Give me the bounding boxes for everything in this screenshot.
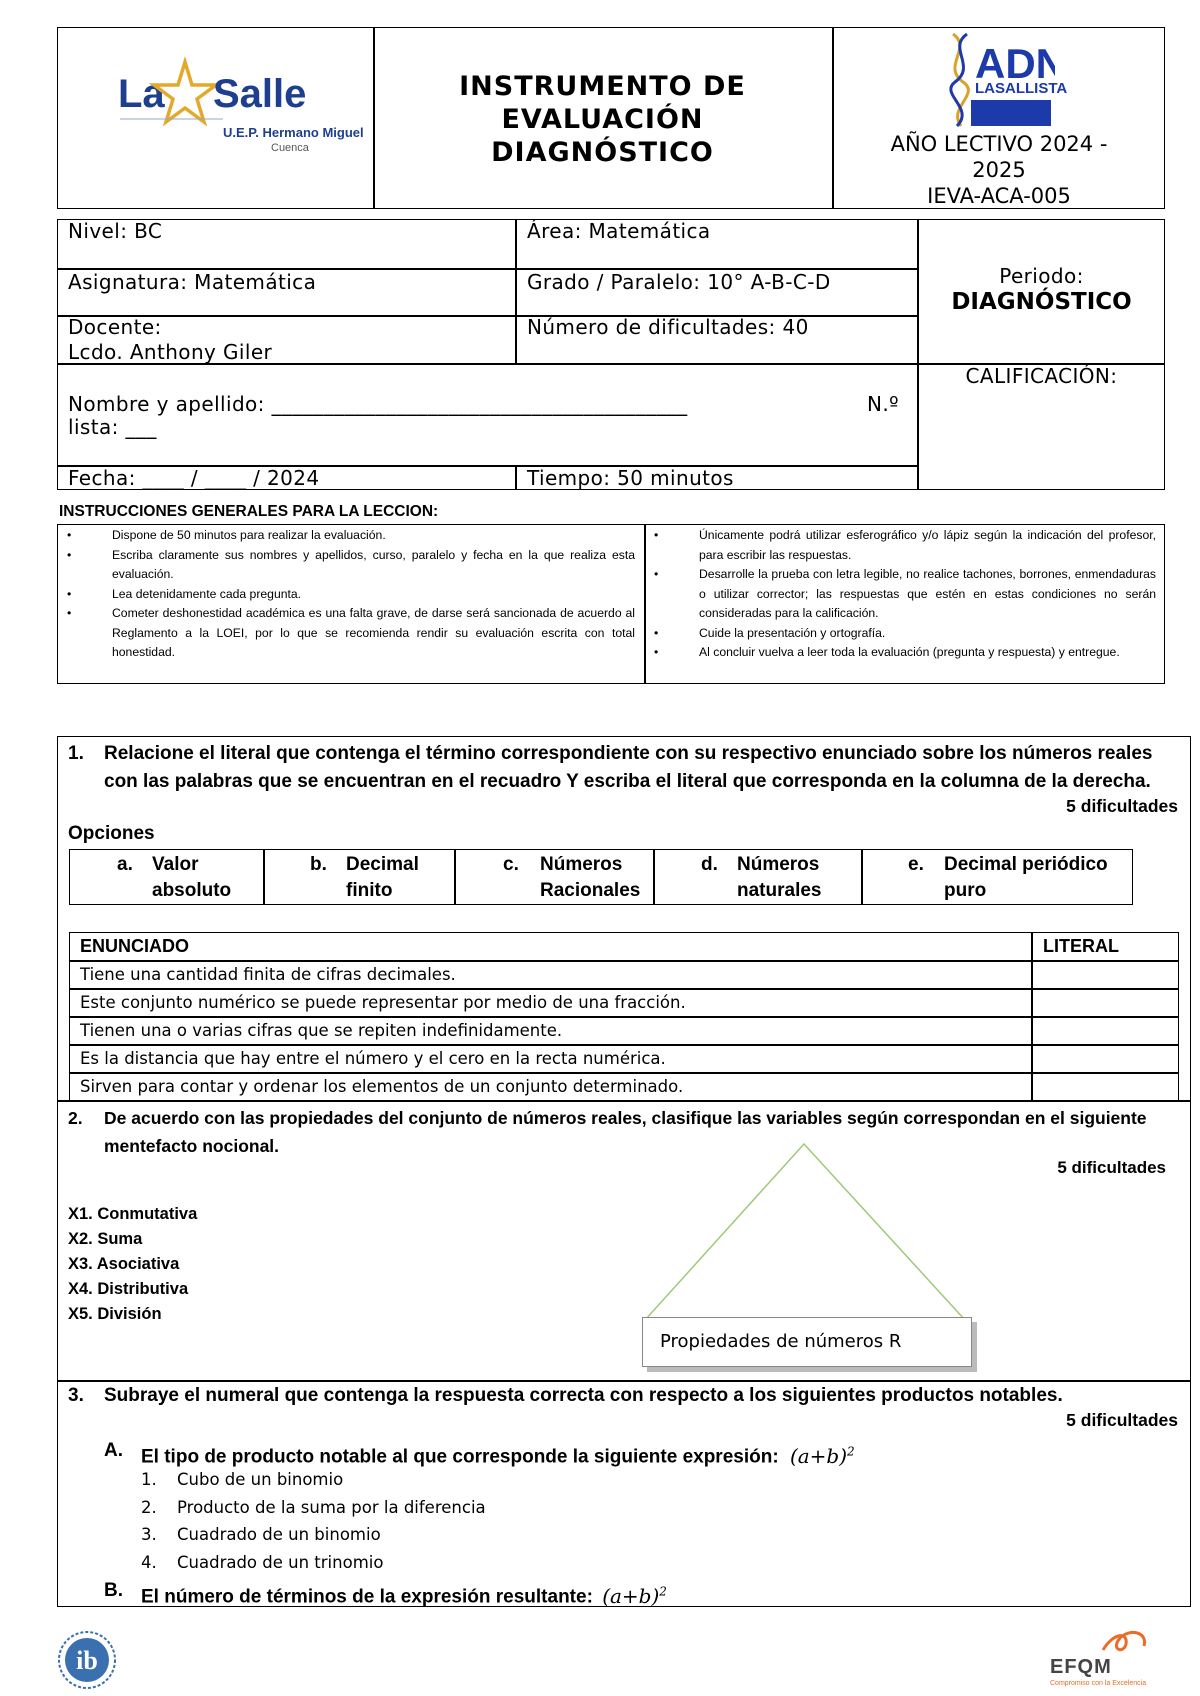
mentefacto-concept-label: Propiedades de números R — [660, 1331, 902, 1352]
expression-base: (a+b) — [789, 1443, 848, 1468]
options-divider-4 — [861, 849, 863, 905]
enunciado-row-line — [69, 1072, 1179, 1074]
enunciado-row-line — [69, 988, 1179, 990]
option-term-line: naturales — [737, 880, 822, 901]
q3-expression — [790, 1444, 855, 1468]
q3-part-b-text — [141, 1577, 667, 1612]
option-term-line: Decimal — [346, 854, 419, 875]
q3-answers — [141, 1466, 486, 1576]
document-code: IEVA-ACA-005 — [927, 184, 1071, 208]
q3-part-b-question: El número de términos de la expresión resultante: — [141, 1586, 593, 1608]
q1-q2-separator — [57, 1100, 1191, 1102]
school-year — [833, 131, 1165, 209]
enunciado-row: Este conjunto numérico se puede representar por medio de una fracción. — [80, 993, 686, 1012]
q3-part-a-question: El tipo de producto notable al que corresponde la siguiente expresión: — [141, 1446, 779, 1468]
option-term-line: Números — [737, 854, 820, 875]
q2-variables — [68, 1202, 197, 1327]
enunciado-row: Tiene una cantidad finita de cifras decimales. — [80, 965, 456, 984]
answer-option[interactable] — [141, 1521, 486, 1549]
answer-option[interactable] — [141, 1549, 486, 1577]
info-vline-1b — [515, 465, 517, 490]
answer-number: 2. — [141, 1497, 157, 1517]
enunciado-row-line — [69, 1016, 1179, 1018]
year-line-1: AÑO LECTIVO 2024 - — [890, 132, 1108, 156]
efqm-logo-text: EFQM — [1050, 1656, 1112, 1678]
option-term-line: Racionales — [540, 880, 641, 901]
answer-number: 1. — [141, 1470, 157, 1489]
instruction-item: • Dispone de 50 minutos para realizar la evaluación. — [59, 526, 635, 546]
periodo-value: DIAGNÓSTICO — [951, 289, 1132, 315]
instruction-item: • Cuide la presentación y ortografía. — [646, 624, 1156, 644]
periodo-label: Periodo: — [999, 264, 1084, 288]
instructions-heading: INSTRUCCIONES GENERALES PARA LA LECCION: — [59, 503, 439, 520]
lista-field[interactable]: lista: ___ — [68, 415, 157, 439]
tiempo-field: Tiempo: 50 minutos — [527, 466, 734, 490]
info-vline-2 — [917, 219, 919, 490]
answer-text: Producto de la suma por la diferencia — [177, 1497, 486, 1517]
docente-name: Lcdo. Anthony Giler — [68, 340, 273, 364]
svg-text:ADN: ADN — [975, 40, 1055, 87]
option-e — [908, 852, 1133, 904]
option-letter: c. — [503, 854, 519, 875]
ib-logo-text: ib — [76, 1646, 98, 1675]
q1-options-label: Opciones — [68, 823, 155, 844]
nivel-field: Nivel: BC — [68, 219, 163, 243]
answer-text: Cuadrado de un trinomio — [177, 1552, 384, 1572]
info-vline-1 — [515, 219, 517, 364]
enunciado-row-line — [69, 1044, 1179, 1046]
docente-label: Docente: — [68, 315, 162, 339]
option-letter: e. — [908, 854, 924, 875]
option-letter: b. — [310, 854, 327, 875]
instruction-item: • Únicamente podrá utilizar esferográfico y/o lápiz según la indicación del profesor, para escribir las respuestas. — [646, 526, 1156, 565]
instruction-item: • Al concluir vuelva a leer toda la evaluación (pregunta y respuesta) y entregue. — [646, 643, 1156, 663]
nro-lista-label: N.º — [867, 392, 899, 416]
instruction-item: • Cometer deshonestidad académica es una falta grave, de darse será sancionada de acuerdo al Reglamento a la LOEI, por lo que se recomienda rendir su evaluación escrita con total honestidad. — [59, 604, 635, 663]
q3-part-a-letter: A. — [104, 1440, 123, 1461]
instructions-left-list — [59, 526, 635, 663]
option-term-line: Valor — [152, 854, 199, 875]
literal-header: LITERAL — [1043, 936, 1119, 956]
lasalle-logo-unit: U.E.P. Hermano Miguel — [223, 125, 364, 140]
q3-expression — [602, 1584, 667, 1608]
instruction-item: • Desarrolle la prueba con letra legible, no realice tachones, borrones, enmendaduras o utilizar corrector; las respuestas que estén en estas condiciones no serán consideradas para la calificación. — [646, 565, 1156, 624]
svg-text:La: La — [118, 72, 165, 116]
enunciado-row: Sirven para contar y ordenar los elementos de un conjunto determinado. — [80, 1077, 684, 1096]
q2-number: 2. — [68, 1108, 83, 1128]
enunciado-row: Tienen una o varias cifras que se repiten indefinidamente. — [80, 1021, 563, 1040]
option-term-line: Números — [540, 854, 623, 875]
options-divider-1 — [263, 849, 265, 905]
q2-score: 5 dificultades — [1057, 1158, 1166, 1177]
option-d — [701, 852, 861, 904]
title-line-1: INSTRUMENTO DE — [459, 71, 746, 102]
nombre-field[interactable]: Nombre y apellido: ________________________________________ — [68, 392, 688, 416]
area-field: Área: Matemática — [527, 219, 711, 243]
mentefacto-triangle — [640, 1140, 970, 1322]
variable-item: X1. Conmutativa — [68, 1205, 198, 1223]
option-b — [310, 852, 454, 904]
enunciado-row: Es la distancia que hay entre el número y el cero en la recta numérica. — [80, 1049, 666, 1068]
expression-exponent: 2 — [847, 1444, 855, 1458]
answer-option[interactable] — [141, 1494, 486, 1522]
year-line-2: 2025 — [972, 158, 1026, 182]
expression-exponent: 2 — [659, 1584, 667, 1598]
option-term-line: Decimal periódico — [944, 854, 1108, 875]
instructions-right-list — [646, 526, 1156, 663]
calificacion-label: CALIFICACIÓN: — [965, 364, 1118, 388]
answer-number: 4. — [141, 1552, 157, 1572]
instruction-item: • Escriba claramente sus nombres y apellidos, curso, paralelo y fecha en la que realiza esta evaluación. — [59, 546, 635, 585]
efqm-logo — [1048, 1628, 1168, 1692]
document-title — [373, 70, 832, 169]
expression-base: (a+b) — [602, 1583, 660, 1608]
adn-logo-sub: LASALLISTA — [975, 80, 1068, 97]
variable-item: X4. Distributiva — [68, 1280, 189, 1298]
dificultades-field: Número de dificultades: 40 — [527, 315, 809, 339]
q3-part-b-letter: B. — [104, 1580, 123, 1601]
q3-text: Subraye el numeral que contenga la respuesta correcta con respecto a los siguientes productos notables. — [104, 1385, 1063, 1406]
lasalle-logo — [118, 52, 364, 164]
literal-answer-cell[interactable] — [1033, 1018, 1178, 1043]
option-term-line: finito — [346, 880, 393, 901]
literal-answer-cell[interactable] — [1033, 990, 1178, 1015]
q1-text: Relacione el literal que contenga el término correspondiente con su respectivo enunciado sobre los números reales con las palabras que se encuentran en el recuadro Y escriba el literal que corresponda en la columna de la derecha. — [104, 743, 1153, 792]
q1-number: 1. — [68, 743, 84, 764]
answer-text: Cuadrado de un binomio — [177, 1525, 381, 1544]
enunciado-row-line — [69, 960, 1179, 962]
answer-text: Cubo de un binomio — [177, 1470, 344, 1489]
answer-number: 3. — [141, 1525, 157, 1544]
fecha-field[interactable]: Fecha: ____ / ____ / 2024 — [68, 466, 320, 490]
option-term-line: absoluto — [152, 880, 232, 901]
option-letter: d. — [701, 854, 718, 875]
adn-lasallista-logo — [945, 30, 1068, 130]
title-line-2: EVALUACIÓN — [501, 104, 704, 135]
literal-answer-cell[interactable] — [1033, 1046, 1178, 1071]
q2-text: De acuerdo con las propiedades del conjunto de números reales, clasifique las variables según correspondan en el siguiente mentefacto nocional. — [104, 1108, 1147, 1156]
options-divider-3 — [653, 849, 655, 905]
variable-item: X2. Suma — [68, 1230, 143, 1248]
lasalle-logo-city: Cuenca — [271, 142, 309, 154]
literal-answer-cell[interactable] — [1033, 962, 1178, 987]
option-term-line: puro — [944, 880, 987, 901]
title-line-3: DIAGNÓSTICO — [491, 137, 714, 168]
q3-number: 3. — [68, 1385, 84, 1406]
option-letter: a. — [117, 854, 133, 875]
option-a — [117, 852, 263, 904]
svg-text:Salle: Salle — [213, 72, 307, 116]
options-divider-2 — [454, 849, 456, 905]
asignatura-field: Asignatura: Matemática — [68, 270, 317, 294]
variable-item: X3. Asociativa — [68, 1255, 180, 1273]
instruction-item: • Lea detenidamente cada pregunta. — [59, 585, 635, 605]
variable-item: X5. División — [68, 1305, 162, 1323]
enunciado-header: ENUNCIADO — [80, 936, 190, 956]
ib-logo — [57, 1630, 117, 1690]
literal-answer-cell[interactable] — [1033, 1074, 1178, 1099]
option-c — [503, 852, 653, 904]
answer-option[interactable] — [141, 1466, 486, 1494]
q1-score: 5 dificultades — [1066, 796, 1178, 816]
q3-score: 5 dificultades — [1066, 1410, 1178, 1430]
grado-field: Grado / Paralelo: 10° A-B-C-D — [527, 270, 831, 294]
efqm-logo-sub: Compromiso con la Excelencia — [1050, 1680, 1147, 1687]
